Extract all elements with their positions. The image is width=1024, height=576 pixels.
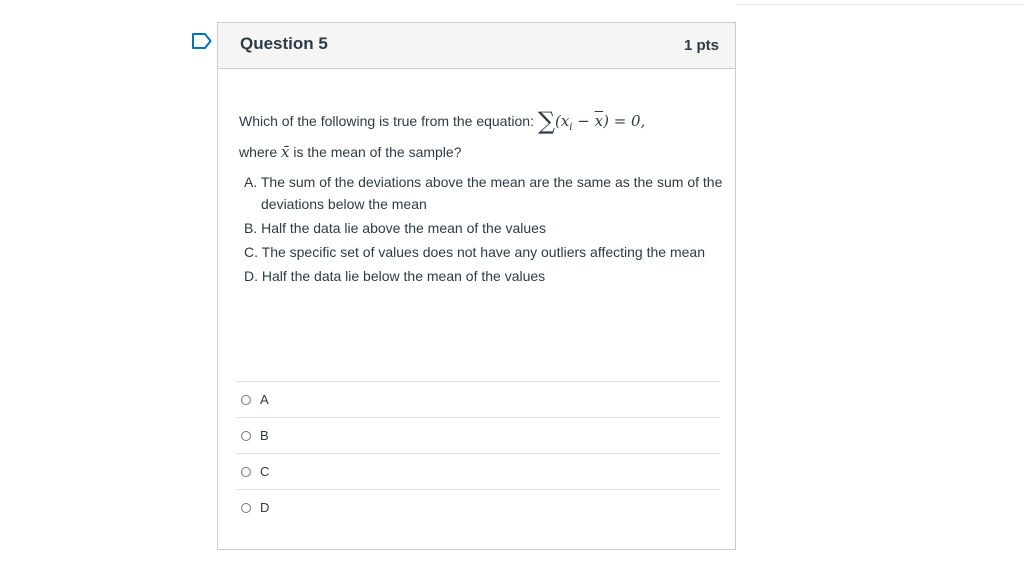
question-prompt: Which of the following is true from the equation: <box>239 113 534 129</box>
answer-label[interactable]: A <box>260 392 269 407</box>
answer-label[interactable]: C <box>260 464 270 479</box>
radio-button-icon[interactable] <box>241 395 251 405</box>
answer-choice-a[interactable] <box>236 381 720 417</box>
equation-xbar: $\overline{x}$ <box>594 112 604 130</box>
option-d-text: D. Half the data lie below the mean of the values <box>244 268 546 284</box>
equation-sub-i: i <box>569 122 573 133</box>
question-header <box>218 23 735 69</box>
equation-close: ) = 0, <box>603 112 646 130</box>
equation-xi: x <box>560 112 570 130</box>
equation-minus: − <box>572 112 595 130</box>
question-points: 1 pts <box>683 37 719 54</box>
option-c-text: C. The specific set of values does not have any outliers affecting the mean <box>244 244 705 260</box>
radio-button-icon[interactable] <box>241 503 251 513</box>
question-where: where <box>239 144 278 160</box>
equation-open: ( <box>554 112 561 130</box>
answer-choice-b[interactable] <box>236 417 720 453</box>
question-card <box>217 22 736 550</box>
option-a-text: A. The sum of the deviations above the mean are the same as the sum of the deviations below the mean <box>244 174 723 212</box>
answer-label[interactable]: D <box>260 500 270 515</box>
radio-button-icon[interactable] <box>241 467 251 477</box>
equation <box>537 107 646 135</box>
question-text <box>239 109 719 165</box>
option-list <box>244 171 724 289</box>
sigma-symbol: ∑ <box>537 107 555 135</box>
answer-label[interactable]: B <box>260 428 269 443</box>
mean-symbol: x̄ <box>281 143 290 161</box>
flag-question-icon[interactable] <box>191 32 213 50</box>
top-divider <box>736 4 1024 5</box>
question-title: Question 5 <box>240 34 328 53</box>
answer-choice-c[interactable] <box>236 453 720 489</box>
answer-choices <box>236 381 720 525</box>
question-suffix: is the mean of the sample? <box>293 144 462 160</box>
option-b-text: B. Half the data lie above the mean of the values <box>244 220 546 236</box>
radio-button-icon[interactable] <box>241 431 251 441</box>
answer-choice-d[interactable] <box>236 489 720 525</box>
